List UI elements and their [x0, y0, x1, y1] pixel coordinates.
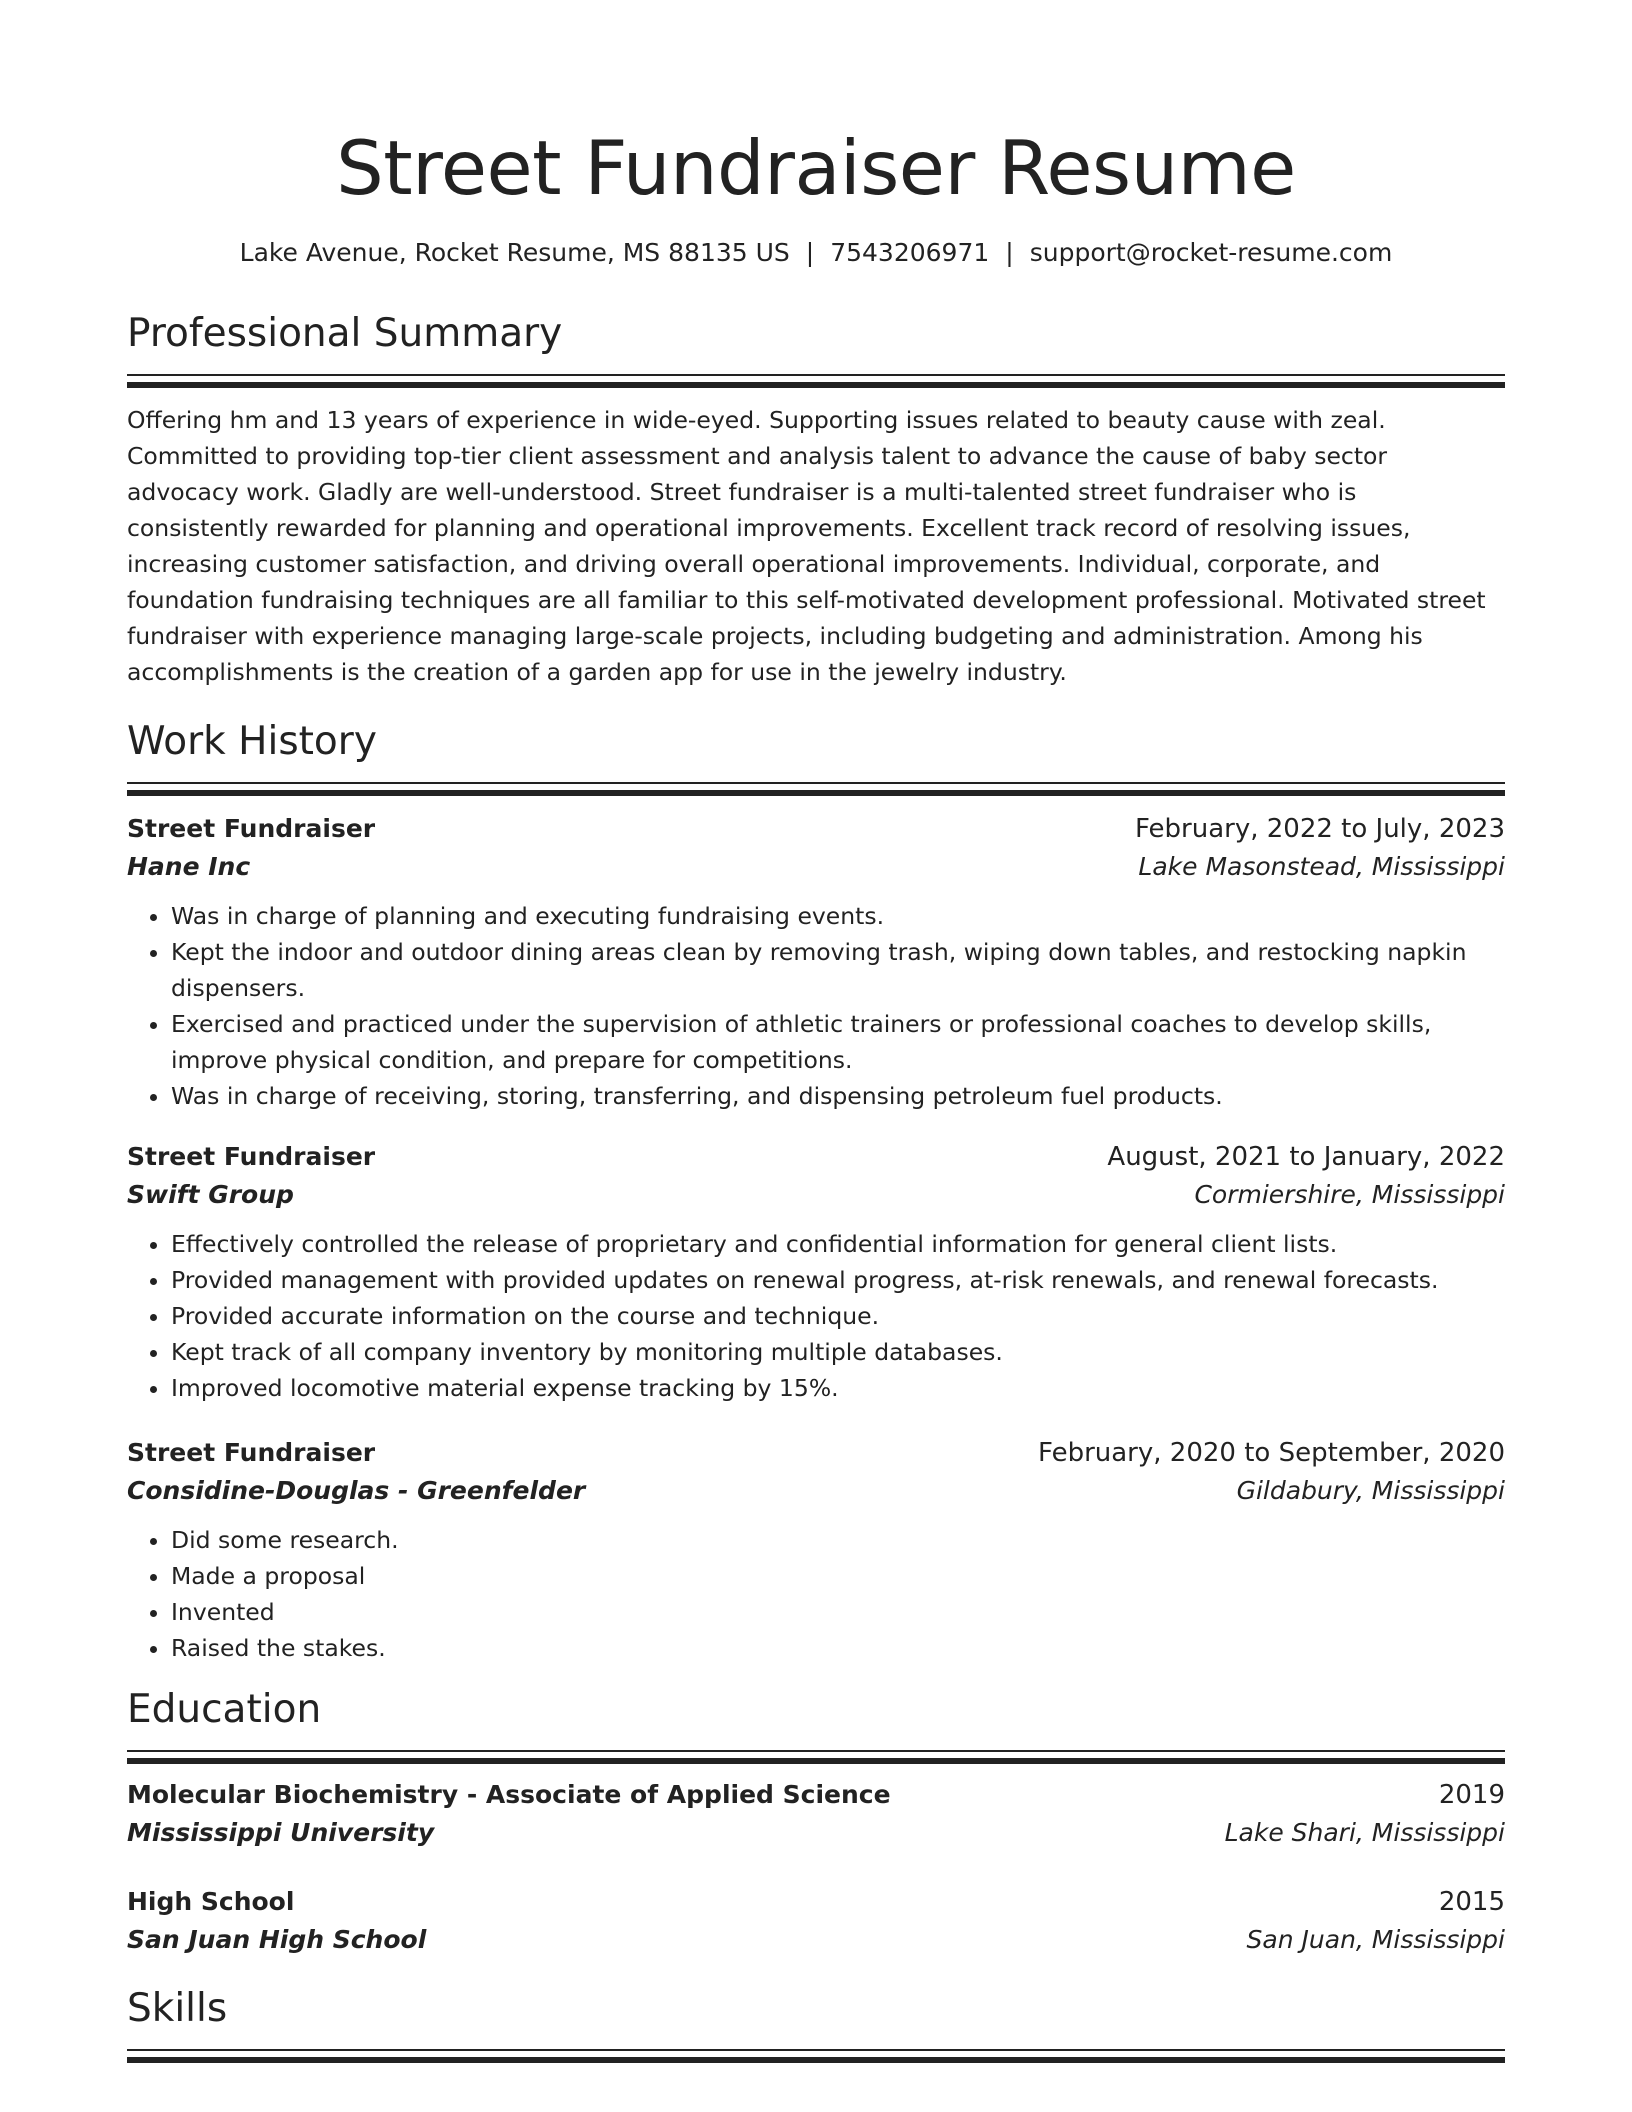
education-location: Lake Shari, Mississippi — [1224, 1818, 1505, 1847]
section-divider — [127, 1750, 1505, 1764]
section-education — [127, 1684, 1505, 1959]
job-bullet: • Was in charge of planning and executing fundraising events. — [171, 898, 1505, 934]
section-heading-education: Education — [127, 1687, 322, 1732]
job-company: Considine-Douglas - Greenfelder — [127, 1476, 586, 1505]
job-bullet: • Improved locomotive material expense tracking by 15%. — [171, 1370, 1505, 1406]
job-bullets — [127, 1522, 1505, 1666]
education-year: 2019 — [1438, 1780, 1505, 1810]
summary-text: Offering hm and 13 years of experience in wide-eyed. Supporting issues related to beauty cause with zeal. Committed to providing top-tier client assessment and analysis talent to advance the cause of baby sector advocacy work. Gladly are well-understood. Street fundraiser is a multi-talented street fundraiser who is consistently rewarded for planning and operational improvements. Excellent track record of resolving issues, increasing customer satisfaction, and driving overall operational improvements. Individual, corporate, and foundation fundraising techniques are all familiar to this self-motivated development professional. Motivated street fundraiser with experience managing large-scale projects, including budgeting and administration. Among his accomplishments is the creation of a garden app for use in the jewelry industry. — [127, 406, 1486, 686]
job-location: Gildabury, Mississippi — [1236, 1476, 1505, 1505]
job-bullet: • Kept the indoor and outdoor dining areas clean by removing trash, wiping down tables, and restocking napkin dispensers. — [171, 934, 1505, 1006]
job-bullet: • Was in charge of receiving, storing, transferring, and dispensing petroleum fuel products. — [171, 1078, 1505, 1114]
resume-title: Street Fundraiser Resume — [336, 124, 1296, 212]
education-school: Mississippi University — [127, 1818, 435, 1847]
section-heading-work: Work History — [127, 719, 377, 764]
education-entry — [127, 1776, 1505, 1852]
contact-address: Lake Avenue, Rocket Resume, MS 88135 US — [239, 238, 790, 267]
education-location: San Juan, Mississippi — [1246, 1925, 1505, 1954]
education-year: 2015 — [1438, 1887, 1505, 1917]
job-location: Cormiershire, Mississippi — [1194, 1180, 1505, 1209]
section-divider — [127, 782, 1505, 796]
section-divider — [127, 2049, 1505, 2063]
job-dates: February, 2022 to July, 2023 — [1135, 814, 1505, 844]
job-company: Swift Group — [127, 1180, 294, 1209]
job-bullets — [127, 898, 1505, 1114]
education-degree: High School — [127, 1887, 295, 1916]
section-skills — [127, 1983, 1505, 2063]
education-school: San Juan High School — [127, 1925, 427, 1954]
job-bullet: • Provided accurate information on the course and technique. — [171, 1298, 1505, 1334]
section-heading-summary: Professional Summary — [127, 311, 563, 356]
job-bullet: • Made a proposal — [171, 1558, 1505, 1594]
job-bullet: • Exercised and practiced under the supervision of athletic trainers or professional coaches to develop skills, improve physical condition, and prepare for competitions. — [171, 1006, 1505, 1078]
job-title: Street Fundraiser — [127, 1438, 376, 1467]
education-degree: Molecular Biochemistry - Associate of Applied Science — [127, 1780, 891, 1809]
job-bullet: • Invented — [171, 1594, 1505, 1630]
job-title: Street Fundraiser — [127, 1142, 376, 1171]
contact-separator: | — [805, 238, 815, 267]
job-title: Street Fundraiser — [127, 814, 376, 843]
section-summary — [127, 308, 1505, 690]
job-bullet: • Provided management with provided updates on renewal progress, at-risk renewals, and renewal forecasts. — [171, 1262, 1505, 1298]
section-heading-skills: Skills — [127, 1986, 228, 2031]
section-divider — [127, 374, 1505, 388]
section-work-history — [127, 716, 1505, 1666]
job-dates: August, 2021 to January, 2022 — [1107, 1142, 1505, 1172]
contact-separator: | — [1005, 238, 1014, 267]
job-dates: February, 2020 to September, 2020 — [1038, 1438, 1505, 1468]
job-entry — [127, 810, 1505, 1114]
contact-line — [127, 236, 1505, 270]
job-entry — [127, 1434, 1505, 1666]
job-company: Hane Inc — [127, 852, 251, 881]
job-bullet: • Effectively controlled the release of proprietary and confidential information for general client lists. — [171, 1226, 1505, 1262]
contact-email: support@rocket-resume.com — [1029, 238, 1393, 267]
job-entry — [127, 1138, 1505, 1406]
job-bullet: • Kept track of all company inventory by monitoring multiple databases. — [171, 1334, 1505, 1370]
job-bullets — [127, 1226, 1505, 1406]
job-bullet: • Did some research. — [171, 1522, 1505, 1558]
contact-phone: 7543206971 — [830, 238, 990, 267]
job-location: Lake Masonstead, Mississippi — [1138, 852, 1505, 881]
education-entry — [127, 1883, 1505, 1959]
job-bullet: • Raised the stakes. — [171, 1630, 1505, 1666]
